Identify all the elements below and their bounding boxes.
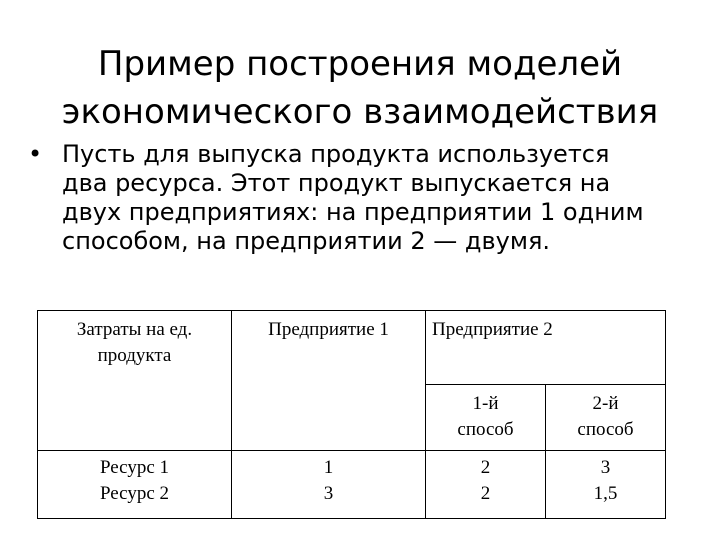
- table-cell: 2: [480, 483, 491, 504]
- slide-title-line-2: экономического взаимодействия: [61, 92, 659, 132]
- header-costs: [38, 317, 231, 369]
- header-costs-line-1: Затраты на ед.: [76, 319, 193, 340]
- enterprise-1-values: [232, 455, 425, 507]
- cost-table: [37, 310, 666, 519]
- header-method-1-line-2: способ: [457, 419, 514, 440]
- slide-title-line-1: Пример построения моделей: [97, 44, 623, 84]
- table-cell: 1: [323, 457, 334, 478]
- table-row-label: Ресурс 2: [99, 483, 170, 504]
- table-row-label: Ресурс 1: [99, 457, 170, 478]
- table-cell: 3: [600, 457, 611, 478]
- header-method-2-line-1: 2-й: [592, 393, 619, 414]
- header-method-2: [546, 391, 665, 443]
- row-labels: [38, 455, 231, 507]
- header-enterprise-1: Предприятие 1: [268, 319, 389, 340]
- header-method-2-line-2: способ: [577, 419, 634, 440]
- table-cell: 1,5: [593, 483, 618, 504]
- bullet-line-4: способом, на предприятии 2 — двумя.: [62, 227, 551, 255]
- bullet-text: [62, 140, 702, 256]
- header-enterprise-2: Предприятие 2: [432, 319, 553, 340]
- header-costs-line-2: продукта: [97, 345, 172, 366]
- table-divider: [425, 384, 665, 385]
- header-method-1: [426, 391, 545, 443]
- header-method-1-line-1: 1-й: [472, 393, 499, 414]
- bullet-dot-icon: •: [28, 140, 43, 168]
- bullet-line-1: Пусть для выпуска продукта используется: [62, 140, 610, 168]
- method-1-values: [426, 455, 545, 507]
- table-divider: [38, 450, 665, 451]
- slide-title: [0, 40, 720, 136]
- bullet-line-3: двух предприятиях: на предприятии 1 одним: [62, 198, 644, 226]
- table-cell: 3: [323, 483, 334, 504]
- table-cell: 2: [480, 457, 491, 478]
- bullet-line-2: два ресурса. Этот продукт выпускается на: [62, 169, 611, 197]
- method-2-values: [546, 455, 665, 507]
